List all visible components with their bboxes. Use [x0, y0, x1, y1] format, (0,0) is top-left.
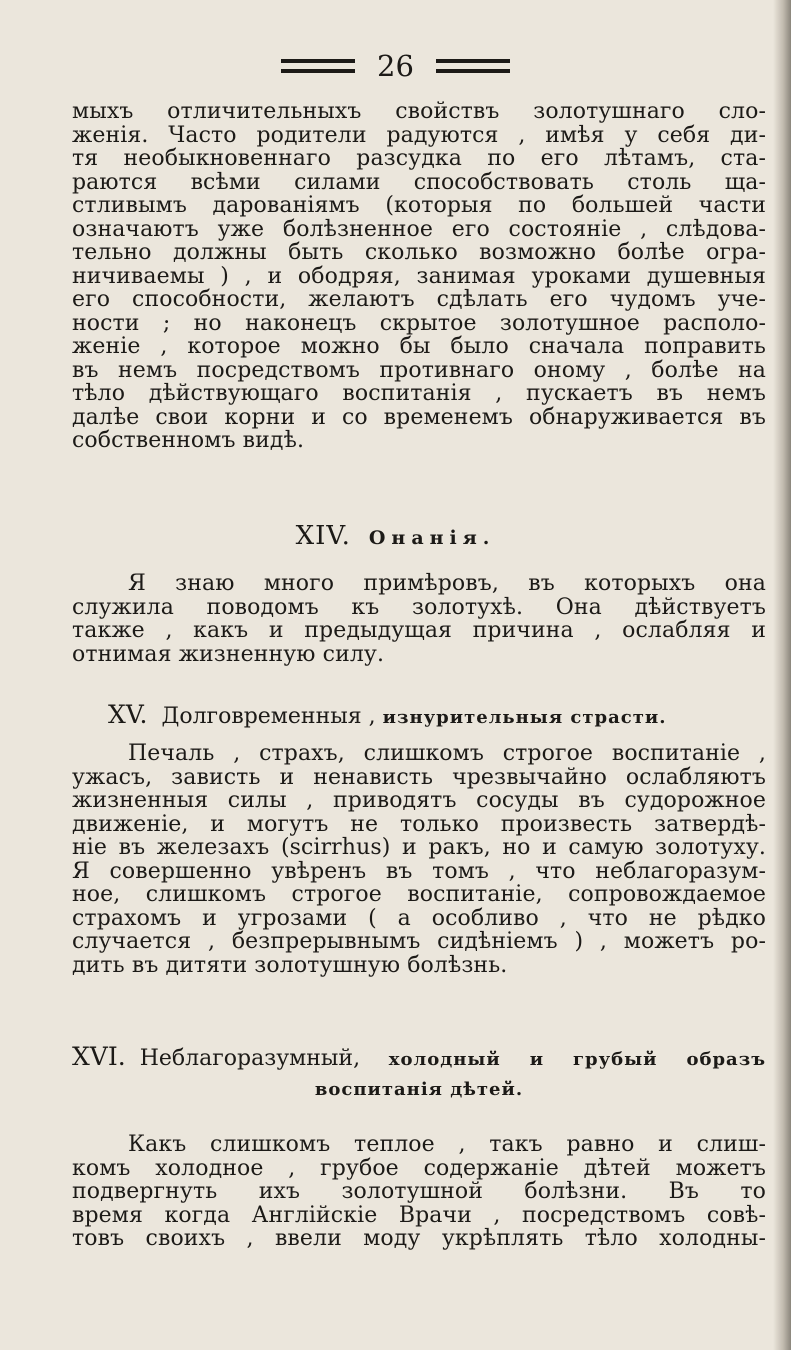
text-line: Я совершенно увѣренъ въ томъ , что неблагоразум-: [72, 859, 766, 883]
text-line: ности ; но наконецъ скрытое золотушное располо-: [72, 311, 766, 335]
paragraph-passions: [72, 742, 766, 977]
text-line: раются всѣми силами способствовать столь ща-: [72, 170, 766, 194]
text-line: стливымъ дарованіямъ (которыя по большей части: [72, 194, 766, 218]
section-numeral: XIV.: [295, 521, 351, 551]
text-line: служила поводомъ къ золотухѣ. Она дѣйствуетъ: [72, 595, 766, 619]
text-line: комъ холодное , грубое содержаніе дѣтей можетъ: [72, 1156, 766, 1180]
text-line: подвергнуть ихъ золотушной болѣзни. Въ то: [72, 1180, 766, 1204]
page-header: [0, 44, 791, 88]
section-heading-xvi: [72, 1042, 766, 1105]
text-line: женіе , которое можно бы было сначала поправить: [72, 335, 766, 359]
section-title-first: Неблагоразумный,: [139, 1046, 361, 1071]
left-double-rule: [281, 59, 355, 73]
text-line: также , какъ и предыдущая причина , ослабляя и: [72, 619, 766, 643]
section-heading-xv: [108, 700, 748, 730]
text-line: отнимая жизненную силу.: [72, 642, 385, 666]
text-line: означаютъ уже болѣзненное его состояніе , слѣдова-: [72, 217, 766, 241]
text-line: дить въ дитяти золотушную болѣзнь.: [72, 953, 508, 977]
page-number: 26: [377, 48, 414, 83]
text-line: страхомъ и угрозами ( а особливо , что не рѣдко: [72, 906, 766, 930]
text-line: ніе въ железахъ (scirrhus) и ракъ, но и самую золотуху.: [72, 836, 766, 860]
text-line: жизненныя силы , приводятъ сосуды въ судорожное: [72, 789, 766, 813]
section-heading-line: [72, 1042, 766, 1075]
text-line: ужасъ, зависть и ненависть чрезвычайно ослабляютъ: [72, 765, 766, 789]
text-line: въ немъ посредствомъ противнаго оному , болѣе на: [72, 358, 766, 382]
text-line: товъ своихъ , ввели моду укрѣплять тѣло холодны-: [72, 1227, 766, 1251]
section-title-line2: воспитанія дѣтей.: [314, 1079, 524, 1100]
paragraph-continuation: [72, 100, 766, 453]
text-line: тя необыкновеннаго разсудка по его лѣтамъ, ста-: [72, 147, 766, 171]
text-line: Какъ слишкомъ теплое , такъ равно и слиш-: [128, 1133, 766, 1157]
text-line: его способности, желаютъ сдѣлать его чудомъ уче-: [72, 288, 766, 312]
text-line: случается , безпрерывнымъ сидѣніемъ ) , можетъ ро-: [72, 930, 766, 954]
section-title-rest: холодный и грубый образъ: [388, 1049, 767, 1070]
section-title-rest: изнурительныя страсти.: [382, 707, 667, 728]
section-numeral: XV.: [108, 700, 148, 729]
text-line: собственномъ видѣ.: [72, 429, 305, 453]
text-line: тѣло дѣйствующаго воспитанія , пускаетъ въ немъ: [72, 382, 766, 406]
section-title-first: Долговременныя ,: [161, 704, 376, 729]
paragraph-onania: [72, 572, 766, 666]
text-line: движеніе, и могутъ не только произвесть затвердѣ-: [72, 812, 766, 836]
section-title: Онанія.: [368, 527, 496, 549]
page-edge-shadow: [773, 0, 791, 1350]
section-numeral: XVI.: [72, 1042, 126, 1071]
right-double-rule: [436, 59, 510, 73]
text-line: Я знаю много примѣровъ, въ которыхъ она: [128, 572, 766, 596]
text-line: женія. Часто родители радуются , имѣя у себя ди-: [72, 123, 766, 147]
text-line: далѣе свои корни и со временемъ обнаруживается въ: [72, 405, 766, 429]
text-line: ничиваемы ) , и ободряя, занимая уроками душевныя: [72, 264, 766, 288]
text-line: ное, слишкомъ строгое воспитаніе, сопровождаемое: [72, 883, 766, 907]
section-heading-xiv: [0, 521, 791, 551]
paragraph-upbringing: [72, 1133, 766, 1251]
text-line: мыхъ отличительныхъ свойствъ золотушнаго сло-: [72, 100, 766, 124]
text-line: тельно должны быть сколько возможно болѣе огра-: [72, 241, 766, 265]
text-line: время когда Англійскіе Врачи , посредствомъ совѣ-: [72, 1203, 766, 1227]
text-line: Печаль , страхъ, слишкомъ строгое воспитаніе ,: [128, 742, 766, 766]
